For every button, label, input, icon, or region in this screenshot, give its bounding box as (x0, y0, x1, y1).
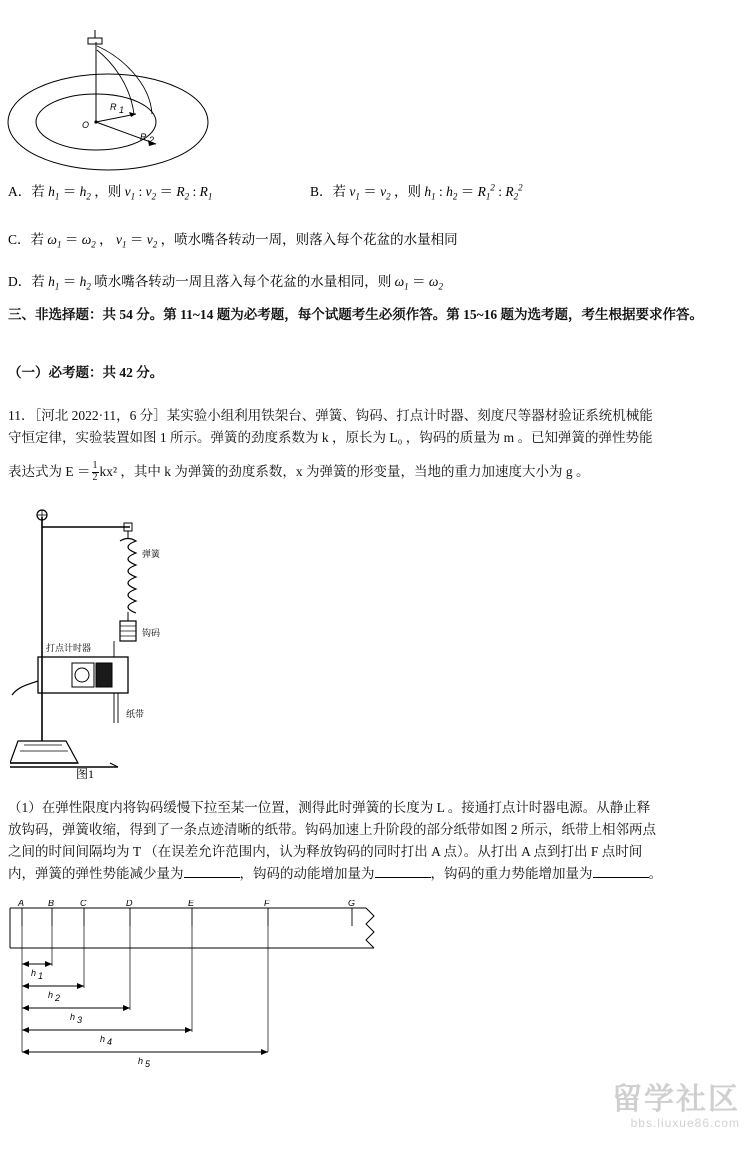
choice-d (8, 270, 443, 292)
one-half-fraction: $\frac{1}{2}$ (92, 460, 98, 483)
subsection-heading: （一）必考题：共 42 分。 (8, 365, 164, 380)
question-11-line1 (8, 406, 738, 427)
choice-a-text: A．若 $h_1 = h_2$ ，则 $v_1$ : $v_2 = R_2$ : $R_1$ (8, 184, 213, 202)
svg-text:D: D (126, 900, 133, 908)
choice-b-text: B．若 $v_1 = v_2$ ，则 $h_1$ : $h_2 = R_1^2$ : $R_2^2$ (310, 182, 523, 202)
choice-c-text: C．若 $\omega_1 = \omega_2$ ， $v_1 = v_2$ ，喷水嘴各转动一周，则落入每个花盆的水量相同 (8, 232, 458, 250)
q11-part1-line4-b: ，钩码的动能增加量为 (239, 866, 375, 881)
svg-text:h: h (70, 1012, 76, 1022)
choice-b (310, 180, 523, 202)
question-11-body-3-post: kx² ，其中 k 为弹簧的劲度系数，x 为弹簧的形变量，当地的重力加速度大小为 g 。 (99, 464, 590, 480)
svg-text:h: h (48, 990, 54, 1000)
q11-part1-line4-a: 内，弹簧的弹性势能减少量为 (8, 866, 184, 881)
svg-text:G: G (348, 900, 356, 908)
svg-text:2: 2 (149, 135, 155, 145)
answer-blank-3[interactable] (593, 877, 649, 878)
figure-1-caption: 图1 (75, 767, 94, 781)
sprinkler-label-o: O (82, 120, 90, 130)
q11-part1-line3: 之间的时间间隔均为 T （在误差允许范围内，认为释放钩码的同时打出 A 点）。从打出 A 点到打出 F 点时间 (8, 844, 643, 859)
question-11-number: 11． (8, 408, 35, 423)
sprinkler-figure (0, 10, 250, 170)
q11-part1-line4 (8, 864, 746, 885)
q11-part1-line4-c: ，钩码的重力势能增加量为 (430, 866, 593, 881)
choice-c (8, 228, 458, 250)
question-11-body-3-pre: 表达式为 E ＝ (8, 464, 91, 480)
svg-text:h: h (100, 1034, 106, 1044)
watermark-sub: bbs.liuxue86.com (630, 1116, 740, 1130)
question-11-body-1: 某实验小组利用铁架台、弹簧、钩码、打点计时器、刻度尺等器材验证系统机械能 (166, 408, 653, 423)
label-weight: 钩码 (142, 628, 161, 638)
svg-text:F: F (264, 900, 270, 908)
q11-part1-line4-d: 。 (648, 866, 662, 881)
label-spring: 弹簧 (142, 549, 161, 559)
svg-text:R: R (110, 102, 117, 112)
watermark (612, 1074, 740, 1130)
svg-text:C: C (80, 900, 87, 908)
svg-text:A: A (18, 900, 25, 908)
svg-text:1: 1 (38, 971, 44, 981)
apparatus-figure (10, 505, 230, 775)
svg-text:h: h (138, 1056, 144, 1066)
svg-text:B: B (48, 900, 55, 908)
question-11-line2 (8, 428, 738, 449)
q11-part1-line1: （1）在弹性限度内将钩码缓慢下拉至某一位置，测得此时弹簧的长度为 L 。接通打点计时器电源。从静止释 (8, 800, 651, 815)
svg-text:2: 2 (55, 993, 61, 1003)
section-heading: 三、非选择题：共 54 分。第 11~14 题为必考题，每个试题考生必须作答。第 15~16 题为选考题，考生根据要求作答。 (8, 307, 704, 322)
svg-text:E: E (188, 900, 195, 908)
choice-a (8, 180, 212, 202)
svg-text:R: R (140, 132, 147, 142)
answer-blank-2[interactable] (375, 877, 431, 878)
question-11-body-2: 守恒定律，实验装置如图 1 所示。弹簧的劲度系数为 k ，原长为 L₀ ，钩码的质量为 m 。已知弹簧的弹性势能 (8, 430, 653, 445)
question-11-source: ［河北 2022·11，6 分］ (34, 408, 167, 423)
svg-text:1: 1 (119, 105, 125, 115)
svg-text:h: h (31, 968, 37, 978)
svg-text:4: 4 (107, 1037, 113, 1047)
label-tape: 纸带 (126, 709, 145, 719)
tape-figure (8, 900, 398, 1070)
q11-part1-line2: 放钩码，弹簧收缩，得到了一条点迹清晰的纸带。钩码加速上升阶段的部分纸带如图 2 所示，纸带上相邻两点 (8, 822, 656, 837)
svg-text:3: 3 (77, 1015, 83, 1025)
choice-d-text: D．若 $h_1 = h_2$ 喷水嘴各转动一周且落入每个花盆的水量相同，则 $\omega_1 = \omega_2$ (8, 274, 443, 292)
answer-blank-1[interactable] (184, 877, 240, 878)
svg-text:5: 5 (145, 1059, 151, 1069)
label-timer: 打点计时器 (46, 643, 92, 653)
watermark-main: 留学社区 (612, 1083, 740, 1116)
question-11-line3 (8, 462, 738, 484)
